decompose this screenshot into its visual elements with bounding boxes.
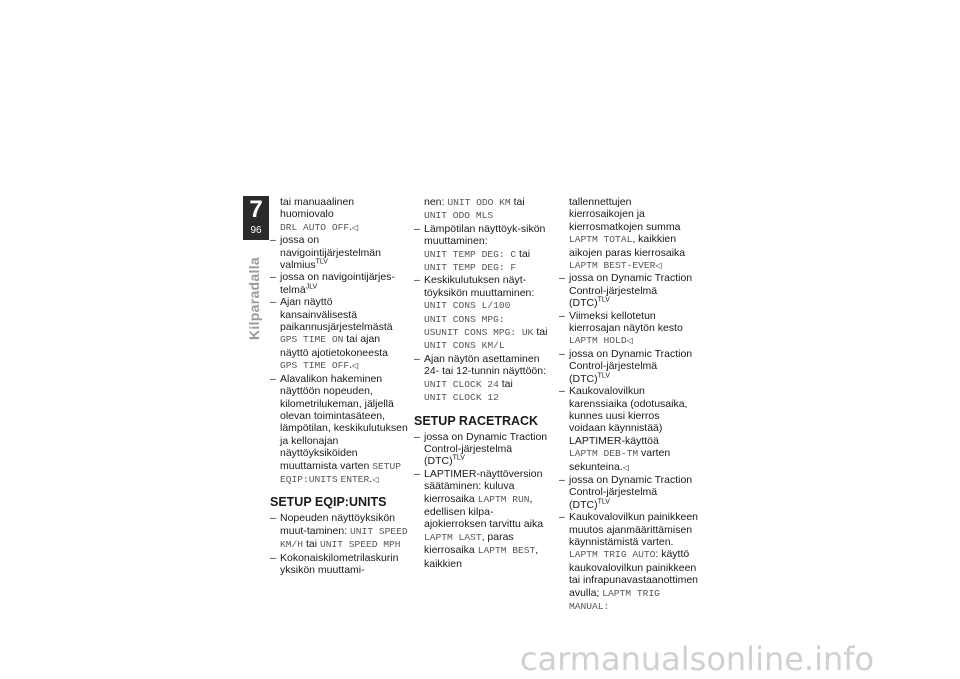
section-label: Kilparadalla	[246, 257, 262, 340]
text-column-3	[559, 196, 699, 613]
back-triangle-icon: ◁	[352, 222, 359, 232]
list-item: – jossa on navigointijärjestelmän valmius$^{TLV}$	[270, 234, 408, 271]
list-item: – jossa on Dynamic Traction Control-järjestelmä (DTC)$^{TLV}$	[414, 431, 554, 468]
list-item: – Nopeuden näyttöyksikön muut-taminen: UNIT SPEED KM/H tai UNIT SPEED MPH	[270, 512, 408, 551]
list-item: – Lämpötilan näyttöyk-sikön muuttaminen: UNIT TEMP DEG: C tai UNIT TEMP DEG: F	[414, 223, 554, 275]
chapter-tab	[243, 196, 269, 240]
list-item: – jossa on navigointijärjes-telmä$^{JLV}$	[270, 271, 408, 296]
chapter-number: 7	[249, 196, 263, 223]
list-item: – jossa on Dynamic Traction Control-järjestelmä (DTC)$^{TLV}$	[559, 272, 699, 309]
back-triangle-icon: ◁	[352, 361, 359, 371]
list-item: – Kaukovalovilkun karenssiaika (odotusaika, kunnes uusi kierros voidaan käynnistää) LAPTIMER-käyttöä LAPTM DEB-TM varten sekunteina.◁	[559, 385, 699, 474]
section-heading: SETUP EQIP:UNITS	[270, 495, 387, 510]
list-item: – Viimeksi kellotetun kierrosajan näytön kesto LAPTM HOLD◁	[559, 310, 699, 348]
list-item: – Ajan näytön asettaminen 24- tai 12-tunnin näyttöön: UNIT CLOCK 24 tai UNIT CLOCK 12	[414, 353, 554, 405]
paragraph: tallennettujen kierrosaikojen ja kierrosmatkojen summa LAPTM TOTAL, kaikkien aikojen paras kierrosaika LAPTM BEST-EVER◁	[569, 196, 686, 272]
paragraph: nen: UNIT ODO KM tai UNIT ODO MLS	[424, 196, 525, 222]
back-triangle-icon: ◁	[655, 261, 662, 271]
paragraph: tai manuaalinen huomiovalo DRL AUTO OFF.◁	[280, 196, 359, 233]
list-item: – Alavalikon hakeminen näyttöön nopeuden, kilometrilukeman, jäljellä olevan toimintasäteen, lämpötilan, keskikulutuksen ja kellonajan näyttöyksiköiden muuttamista varten SETUP EQIP:UNITS ENTER.◁	[270, 373, 408, 487]
list-item: – Keskikulutuksen näyt-töyksikön muuttaminen: UNIT CONS L/100 UNIT CONS MPG: USUNIT CONS MPG: UK tai UNIT CONS KM/L	[414, 274, 554, 352]
list-item: – Kokonaiskilometrilaskurin yksikön muuttami-	[270, 552, 408, 577]
list-item: – LAPTIMER-näyttöversion säätäminen: kuluva kierrosaika LAPTM RUN, edellisen kilpa-ajokierroksen tarvittu aika LAPTM LAST, paras kierrosaika LAPTM BEST, kaikkien	[414, 468, 554, 570]
list-item: – Kaukovalovilkun painikkeen muutos ajanmäärittämisen käynnistämistä varten. LAPTM TRIG AUTO: käyttö kaukovalovilkun painikkeen tai infrapunavastaanottimen avulla; LAPTM TRIG MANUAL:	[559, 511, 699, 613]
back-triangle-icon: ◁	[626, 336, 633, 346]
list-item: – Ajan näyttö kansainvälisestä paikannusjärjestelmästä GPS TIME ON tai ajan näyttö ajotietokoneesta GPS TIME OFF.◁	[270, 296, 408, 372]
back-triangle-icon: ◁	[622, 462, 629, 472]
section-heading: SETUP RACETRACK	[414, 413, 539, 428]
page-number: 96	[250, 225, 262, 236]
text-column-1	[270, 196, 408, 576]
back-triangle-icon: ◁	[372, 474, 379, 484]
list-item: – jossa on Dynamic Traction Control-järjestelmä (DTC)$^{TLV}$	[559, 474, 699, 511]
watermark: carmanualsonline.info	[520, 640, 875, 678]
text-column-2	[414, 196, 554, 570]
list-item: – jossa on Dynamic Traction Control-järjestelmä (DTC)$^{TLV}$	[559, 348, 699, 385]
